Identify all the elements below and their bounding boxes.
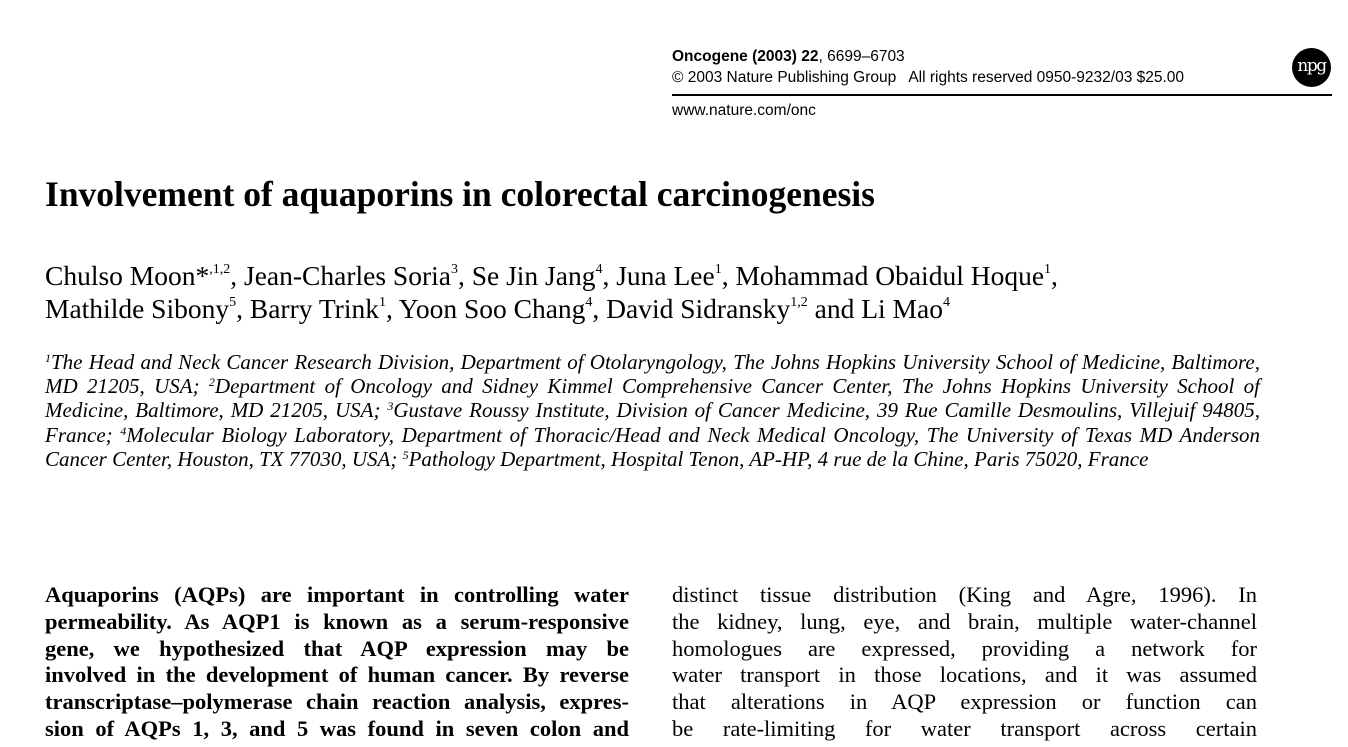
- affiliation: $^3$Gustave Roussy Institute, Division of Cancer Medicine, 39 Rue Camille Desmoulins, Villejuif 94805, France;: [45, 398, 1260, 447]
- body-line: be rate-limiting for water transport across certain: [672, 715, 1257, 741]
- affiliation: $^4$Molecular Biology Laboratory, Department of Thoracic/Head and Neck Medical Oncology, The University of Texas MD Anderson Cancer Center, Houston, TX 77030, USA;: [45, 422, 1260, 471]
- journal-citation: [672, 46, 1332, 67]
- npg-logo: npg: [1292, 48, 1331, 87]
- body-line: that alterations in AQP expression or function can: [672, 689, 1257, 715]
- author: Li Mao$^4$: [861, 293, 950, 324]
- author-list: [45, 259, 1315, 325]
- author: Mathilde Sibony$^5$,: [45, 293, 250, 324]
- body-line: homologues are expressed, providing a network for: [672, 635, 1257, 661]
- affiliations: [45, 350, 1260, 471]
- abstract: [45, 582, 629, 743]
- abstract-line: sion of AQPs 1, 3, and 5 was found in seven colon and: [45, 715, 629, 741]
- abstract-line: Aquaporins (AQPs) are important in controlling water: [45, 582, 629, 607]
- body-text: [672, 582, 1257, 743]
- body-line: water transport in those locations, and it was assumed: [672, 662, 1257, 688]
- journal-pages: , 6699–6703: [818, 48, 905, 65]
- journal-volume: 22: [801, 48, 819, 65]
- author: David Sidransky$^{1,2}$ and: [606, 293, 862, 324]
- author: Juna Lee$^1$,: [616, 260, 736, 291]
- author: Mohammad Obaidul Hoque$^1$,: [735, 260, 1058, 291]
- author: Jean-Charles Soria$^3$,: [244, 260, 472, 291]
- affiliation: $^5$Pathology Department, Hospital Tenon, AP-HP, 4 rue de la Chine, Paris 75020, France: [402, 446, 1149, 471]
- abstract-line: gene, we hypothesized that AQP expression may be: [45, 635, 629, 661]
- affiliation: $^2$Department of Oncology and Sidney Kimmel Comprehensive Cancer Center, The Johns Hopkins University School of Medicine, Baltimore, MD 21205, USA;: [45, 374, 1260, 423]
- header-rule: [672, 94, 1332, 96]
- author: Yoon Soo Chang$^4$,: [398, 293, 607, 324]
- body-line: the kidney, lung, eye, and brain, multiple water-channel: [672, 608, 1257, 634]
- copyright-line: © 2003 Nature Publishing Group All rights reserved 0950-9232/03 $25.00: [672, 69, 1185, 86]
- affiliation: $^1$The Head and Neck Cancer Research Division, Department of Otolaryngology, The Johns Hopkins University School of Medicine, Baltimore, MD 21205, USA;: [45, 350, 1260, 399]
- journal-url[interactable]: www.nature.com/onc: [672, 102, 816, 119]
- abstract-line: transcriptase–polymerase chain reaction analysis, expres-: [45, 689, 629, 715]
- body-line: distinct tissue distribution (King and Agre, 1996). In: [672, 582, 1257, 607]
- author: Barry Trink$^1$,: [249, 293, 399, 324]
- author: Se Jin Jang$^4$,: [471, 260, 617, 291]
- abstract-line: permeability. As AQP1 is known as a serum-responsive: [45, 608, 629, 634]
- article-title: Involvement of aquaporins in colorectal carcinogenesis: [45, 174, 875, 214]
- journal-header: [672, 46, 1332, 88]
- journal-name: Oncogene: [672, 48, 748, 65]
- journal-year: (2003): [752, 48, 797, 65]
- abstract-line: involved in the development of human cancer. By reverse: [45, 662, 629, 688]
- author: Chulso Moon*$^{,1,2}$,: [45, 260, 245, 291]
